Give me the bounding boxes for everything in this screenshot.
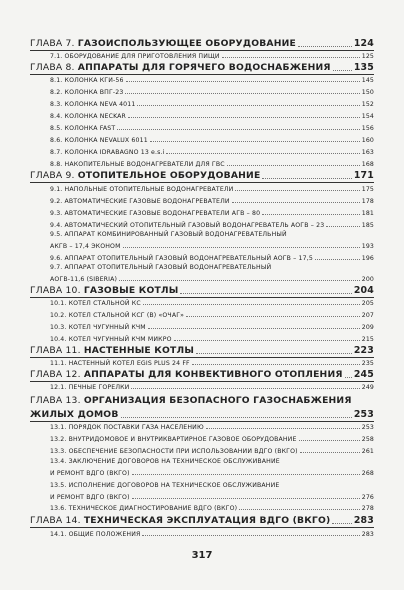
- toc-entry-8-1: [50, 77, 374, 84]
- leader-dots: [150, 140, 360, 142]
- leader-dots: [180, 292, 351, 294]
- toc-entry-10-3: [50, 324, 374, 331]
- toc-entry-9-1: [50, 186, 374, 193]
- chapter-page: 253: [353, 409, 374, 420]
- toc-entry-8-8: [50, 161, 374, 168]
- entry-title: 9.2. АВТОМАТИЧЕСКИЕ ГАЗОВЫЕ ВОДОНАГРЕВАТЕЛИ: [50, 198, 230, 205]
- entry-title: И РЕМОНТ ВДГО (ВКГО): [50, 470, 130, 477]
- toc-entry-9-4: [50, 222, 374, 229]
- chapter-rule: [30, 182, 374, 183]
- toc-entry-9-7: [50, 276, 374, 283]
- toc-entry-8-2: [50, 89, 374, 96]
- entry-page: 268: [361, 470, 374, 477]
- toc-entry-11-1: [50, 360, 374, 367]
- chapter-title: ОРГАНИЗАЦИЯ БЕЗОПАСНОГО ГАЗОСНАБЖЕНИЯ: [83, 395, 352, 406]
- leader-dots: [174, 339, 360, 341]
- leader-dots: [128, 116, 360, 118]
- toc-entry-9-2: [50, 198, 374, 205]
- toc-entry-10-2: [50, 312, 374, 319]
- leader-dots: [326, 225, 359, 227]
- entry-title: 8.4. КОЛОНКА NECKAR: [50, 113, 126, 120]
- chapter-title: ГАЗОИСПОЛЬЗУЮЩЕЕ ОБОРУДОВАНИЕ: [77, 38, 296, 49]
- entry-page: 156: [361, 125, 374, 132]
- leader-dots: [227, 164, 360, 166]
- chapter-rule: [30, 50, 374, 51]
- chapter-page: 171: [353, 170, 374, 181]
- entry-title: 11.1. НАСТЕННЫЙ КОТЕЛ EGIS PLUS 24 FF: [50, 360, 190, 367]
- leader-dots: [119, 279, 360, 281]
- chapter-page: 223: [353, 345, 374, 356]
- leader-dots: [235, 189, 359, 191]
- toc-chapter-11: [30, 345, 374, 356]
- entry-page: 278: [361, 505, 374, 512]
- leader-dots: [132, 473, 360, 475]
- leader-dots: [166, 152, 359, 154]
- chapter-rule: [30, 381, 374, 382]
- entry-title: 8.8. НАКОПИТЕЛЬНЫЕ ВОДОНАГРЕВАТЕЛИ ДЛЯ ГВС: [50, 161, 225, 168]
- leader-dots: [186, 315, 360, 317]
- leader-dots: [132, 497, 360, 499]
- leader-dots: [206, 427, 360, 429]
- entry-page: 207: [361, 312, 374, 319]
- entry-title: 8.2. КОЛОНКА ВПГ-23: [50, 89, 124, 96]
- entry-title: 13.6. ТЕХНИЧЕСКОЕ ДИАГНОСТИРОВАНИЕ ВДГО (ВКГО): [50, 505, 238, 512]
- leader-dots: [262, 213, 360, 215]
- leader-dots: [300, 451, 360, 453]
- entry-page: 150: [361, 89, 374, 96]
- leader-dots: [121, 416, 352, 418]
- entry-page: 196: [361, 255, 374, 262]
- entry-title: 9.1. НАПОЛЬНЫЕ ОТОПИТЕЛЬНЫЕ ВОДОНАГРЕВАТЕЛИ: [50, 186, 234, 193]
- chapter-title-cont: ЖИЛЫХ ДОМОВ: [30, 409, 119, 420]
- entry-title: 9.4. АВТОМАТИЧЕСКИЙ ОТОПИТЕЛЬНЫЙ ГАЗОВЫЙ ВОДОНАГРЕВАТЕЛЬ АОГВ – 23: [50, 222, 325, 229]
- toc-entry-10-4: [50, 336, 374, 343]
- entry-page: 175: [361, 186, 374, 193]
- leader-dots: [131, 387, 359, 389]
- entry-title: 10.3. КОТЕЛ ЧУГУННЫЙ КЧМ: [50, 324, 146, 331]
- leader-dots: [262, 177, 351, 179]
- entry-page: 193: [361, 243, 374, 250]
- entry-title: 8.1. КОЛОНКА КГИ-56: [50, 77, 124, 84]
- leader-dots: [125, 92, 359, 94]
- toc-entry-9-7-line1: 9.7. АППАРАТ ОТОПИТЕЛЬНЫЙ ГАЗОВЫЙ ВОДОНАГРЕВАТЕЛЬНЫЙ: [50, 264, 272, 271]
- leader-dots: [117, 128, 359, 130]
- entry-title: 10.1. КОТЕЛ СТАЛЬНОЙ КС: [50, 300, 141, 307]
- toc-entry-9-5-line1: 9.5. АППАРАТ КОМБИНИРОВАННЫЙ ГАЗОВЫЙ ВОДОНАГРЕВАТЕЛЬНЫЙ: [50, 231, 287, 238]
- entry-title: АОГВ-11,6 (SIBERIA): [50, 276, 118, 283]
- toc-entry-9-6: [50, 255, 374, 262]
- chapter-title: НАСТЕННЫЕ КОТЛЫ: [83, 345, 195, 356]
- entry-page: 185: [361, 222, 374, 229]
- entry-title: 8.5. КОЛОНКА FAST: [50, 125, 116, 132]
- entry-title: 10.2. КОТЕЛ СТАЛЬНОЙ КСГ (В) «ОЧАГ»: [50, 312, 185, 319]
- chapter-title: ОТОПИТЕЛЬНОЕ ОБОРУДОВАНИЕ: [77, 170, 261, 181]
- chapter-title: АППАРАТЫ ДЛЯ КОНВЕКТИВНОГО ОТОПЛЕНИЯ: [83, 369, 343, 380]
- toc-chapter-8: [30, 62, 374, 73]
- toc-entry-8-7: [50, 149, 374, 156]
- entry-title: 9.3. АВТОМАТИЧЕСКИЕ ГАЗОВЫЕ ВОДОНАГРЕВАТЕЛИ АГВ – 80: [50, 210, 261, 217]
- toc-entry-8-3: [50, 101, 374, 108]
- entry-page: 215: [361, 336, 374, 343]
- chapter-label: ГЛАВА 11.: [30, 345, 84, 356]
- toc-entry-13-4-line1: 13.4. ЗАКЛЮЧЕНИЕ ДОГОВОРОВ НА ТЕХНИЧЕСКОЕ ОБСЛУЖИВАНИЕ: [50, 458, 280, 465]
- leader-dots: [192, 363, 360, 365]
- leader-dots: [345, 376, 352, 378]
- leader-dots: [299, 439, 360, 441]
- toc-chapter-13: [30, 409, 374, 420]
- leader-dots: [298, 45, 352, 47]
- toc-entry-10-1: [50, 300, 374, 307]
- chapter-page: 204: [353, 285, 374, 296]
- leader-dots: [143, 303, 360, 305]
- entry-page: 235: [361, 360, 374, 367]
- chapter-page: 135: [353, 62, 374, 73]
- entry-page: 209: [361, 324, 374, 331]
- toc-entry-14-1: [50, 531, 374, 538]
- entry-title: 12.1. ПЕЧНЫЕ ГОРЕЛКИ: [50, 384, 130, 391]
- entry-title: 13.3. ОБЕСПЕЧЕНИЕ БЕЗОПАСНОСТИ ПРИ ИСПОЛЬЗОВАНИИ ВДГО (ВКГО): [50, 448, 298, 455]
- chapter-rule: [30, 357, 374, 358]
- chapter-rule: [30, 297, 374, 298]
- entry-page: 145: [361, 77, 374, 84]
- chapter-label: ГЛАВА 7.: [30, 38, 78, 49]
- toc-entry-8-5: [50, 125, 374, 132]
- leader-dots: [239, 508, 360, 510]
- chapter-title: АППАРАТЫ ДЛЯ ГОРЯЧЕГО ВОДОСНАБЖЕНИЯ: [77, 62, 331, 73]
- toc-entry-13-1: [50, 424, 374, 431]
- chapter-label: ГЛАВА 10.: [30, 285, 84, 296]
- chapter-label: ГЛАВА 12.: [30, 369, 84, 380]
- entry-page: 205: [361, 300, 374, 307]
- leader-dots: [126, 80, 360, 82]
- toc-chapter-14: [30, 515, 374, 526]
- leader-dots: [222, 56, 360, 58]
- chapter-label: ГЛАВА 9.: [30, 170, 78, 181]
- toc-entry-13-5: [50, 494, 374, 501]
- toc-entry-9-3: [50, 210, 374, 217]
- chapter-label: ГЛАВА 14.: [30, 515, 84, 526]
- entry-page: 249: [361, 384, 374, 391]
- toc-entry-9-5: [50, 243, 374, 250]
- chapter-rule: [30, 74, 374, 75]
- entry-title: 9.6. АППАРАТ ОТОПИТЕЛЬНЫЙ ГАЗОВЫЙ ВОДОНАГРЕВАТЕЛЬНЫЙ АОГВ – 17,5: [50, 255, 313, 262]
- entry-page: 160: [361, 137, 374, 144]
- entry-page: 178: [361, 198, 374, 205]
- entry-title: 14.1. ОБЩИЕ ПОЛОЖЕНИЯ: [50, 531, 141, 538]
- leader-dots: [123, 246, 360, 248]
- toc-chapter-10: [30, 285, 374, 296]
- leader-dots: [232, 201, 360, 203]
- toc-entry-13-2: [50, 436, 374, 443]
- entry-title: 8.6. КОЛОНКА NEVALUX 6011: [50, 137, 148, 144]
- leader-dots: [196, 352, 352, 354]
- entry-page: 163: [361, 149, 374, 156]
- chapter-page: 245: [353, 369, 374, 380]
- chapter-rule: [30, 527, 374, 528]
- toc-chapter-7: [30, 38, 374, 49]
- entry-title: 13.2. ВНУТРИДОМОВОЕ И ВНУТРИКВАРТИРНОЕ ГАЗОВОЕ ОБОРУДОВАНИЕ: [50, 436, 297, 443]
- chapter-label: ГЛАВА 8.: [30, 62, 78, 73]
- toc-entry-13-5-line1: 13.5. ИСПОЛНЕНИЕ ДОГОВОРОВ НА ТЕХНИЧЕСКОЕ ОБСЛУЖИВАНИЕ: [50, 482, 280, 489]
- entry-title: 8.3. КОЛОНКА NEVA 4011: [50, 101, 136, 108]
- entry-page: 168: [361, 161, 374, 168]
- toc-entry-13-4: [50, 470, 374, 477]
- toc-chapter-9: [30, 170, 374, 181]
- chapter-title: ТЕХНИЧЕСКАЯ ЭКСПЛУАТАЦИЯ ВДГО (ВКГО): [83, 515, 331, 526]
- entry-title: 7.1. ОБОРУДОВАНИЕ ДЛЯ ПРИГОТОВЛЕНИЯ ПИЩИ: [50, 53, 220, 60]
- leader-dots: [142, 534, 359, 536]
- entry-page: 154: [361, 113, 374, 120]
- toc-entry-7-1: [50, 53, 374, 60]
- entry-title: 10.4. КОТЕЛ ЧУГУННЫЙ КЧМ МИКРО: [50, 336, 172, 343]
- chapter-page: 283: [353, 515, 374, 526]
- toc-entry-13-3: [50, 448, 374, 455]
- toc-entry-8-4: [50, 113, 374, 120]
- toc-entry-8-6: [50, 137, 374, 144]
- entry-page: 125: [361, 53, 374, 60]
- chapter-page: 124: [353, 38, 374, 49]
- toc-chapter-13-line1: [30, 395, 352, 406]
- toc-chapter-12: [30, 369, 374, 380]
- entry-title: 8.7. КОЛОНКА IDRABAGNO 13 e.s.i: [50, 149, 165, 156]
- leader-dots: [137, 104, 359, 106]
- entry-title: АКГВ – 17,4 ЭКОНОМ: [50, 243, 121, 250]
- entry-title: 13.1. ПОРЯДОК ПОСТАВКИ ГАЗА НАСЕЛЕНИЮ: [50, 424, 204, 431]
- chapter-rule: [30, 421, 374, 422]
- chapter-title: ГАЗОВЫЕ КОТЛЫ: [83, 285, 179, 296]
- leader-dots: [332, 522, 351, 524]
- entry-page: 258: [361, 436, 374, 443]
- entry-page: 200: [361, 276, 374, 283]
- leader-dots: [333, 69, 352, 71]
- toc-entry-12-1: [50, 384, 374, 391]
- entry-page: 261: [361, 448, 374, 455]
- entry-page: 253: [361, 424, 374, 431]
- entry-page: 283: [361, 531, 374, 538]
- entry-page: 276: [361, 494, 374, 501]
- entry-page: 152: [361, 101, 374, 108]
- chapter-label: ГЛАВА 13.: [30, 395, 84, 406]
- toc-entry-13-6: [50, 505, 374, 512]
- entry-title: И РЕМОНТ ВДГО (ВКГО): [50, 494, 130, 501]
- leader-dots: [148, 327, 360, 329]
- leader-dots: [315, 258, 360, 260]
- page-number: 317: [191, 550, 213, 561]
- entry-page: 181: [361, 210, 374, 217]
